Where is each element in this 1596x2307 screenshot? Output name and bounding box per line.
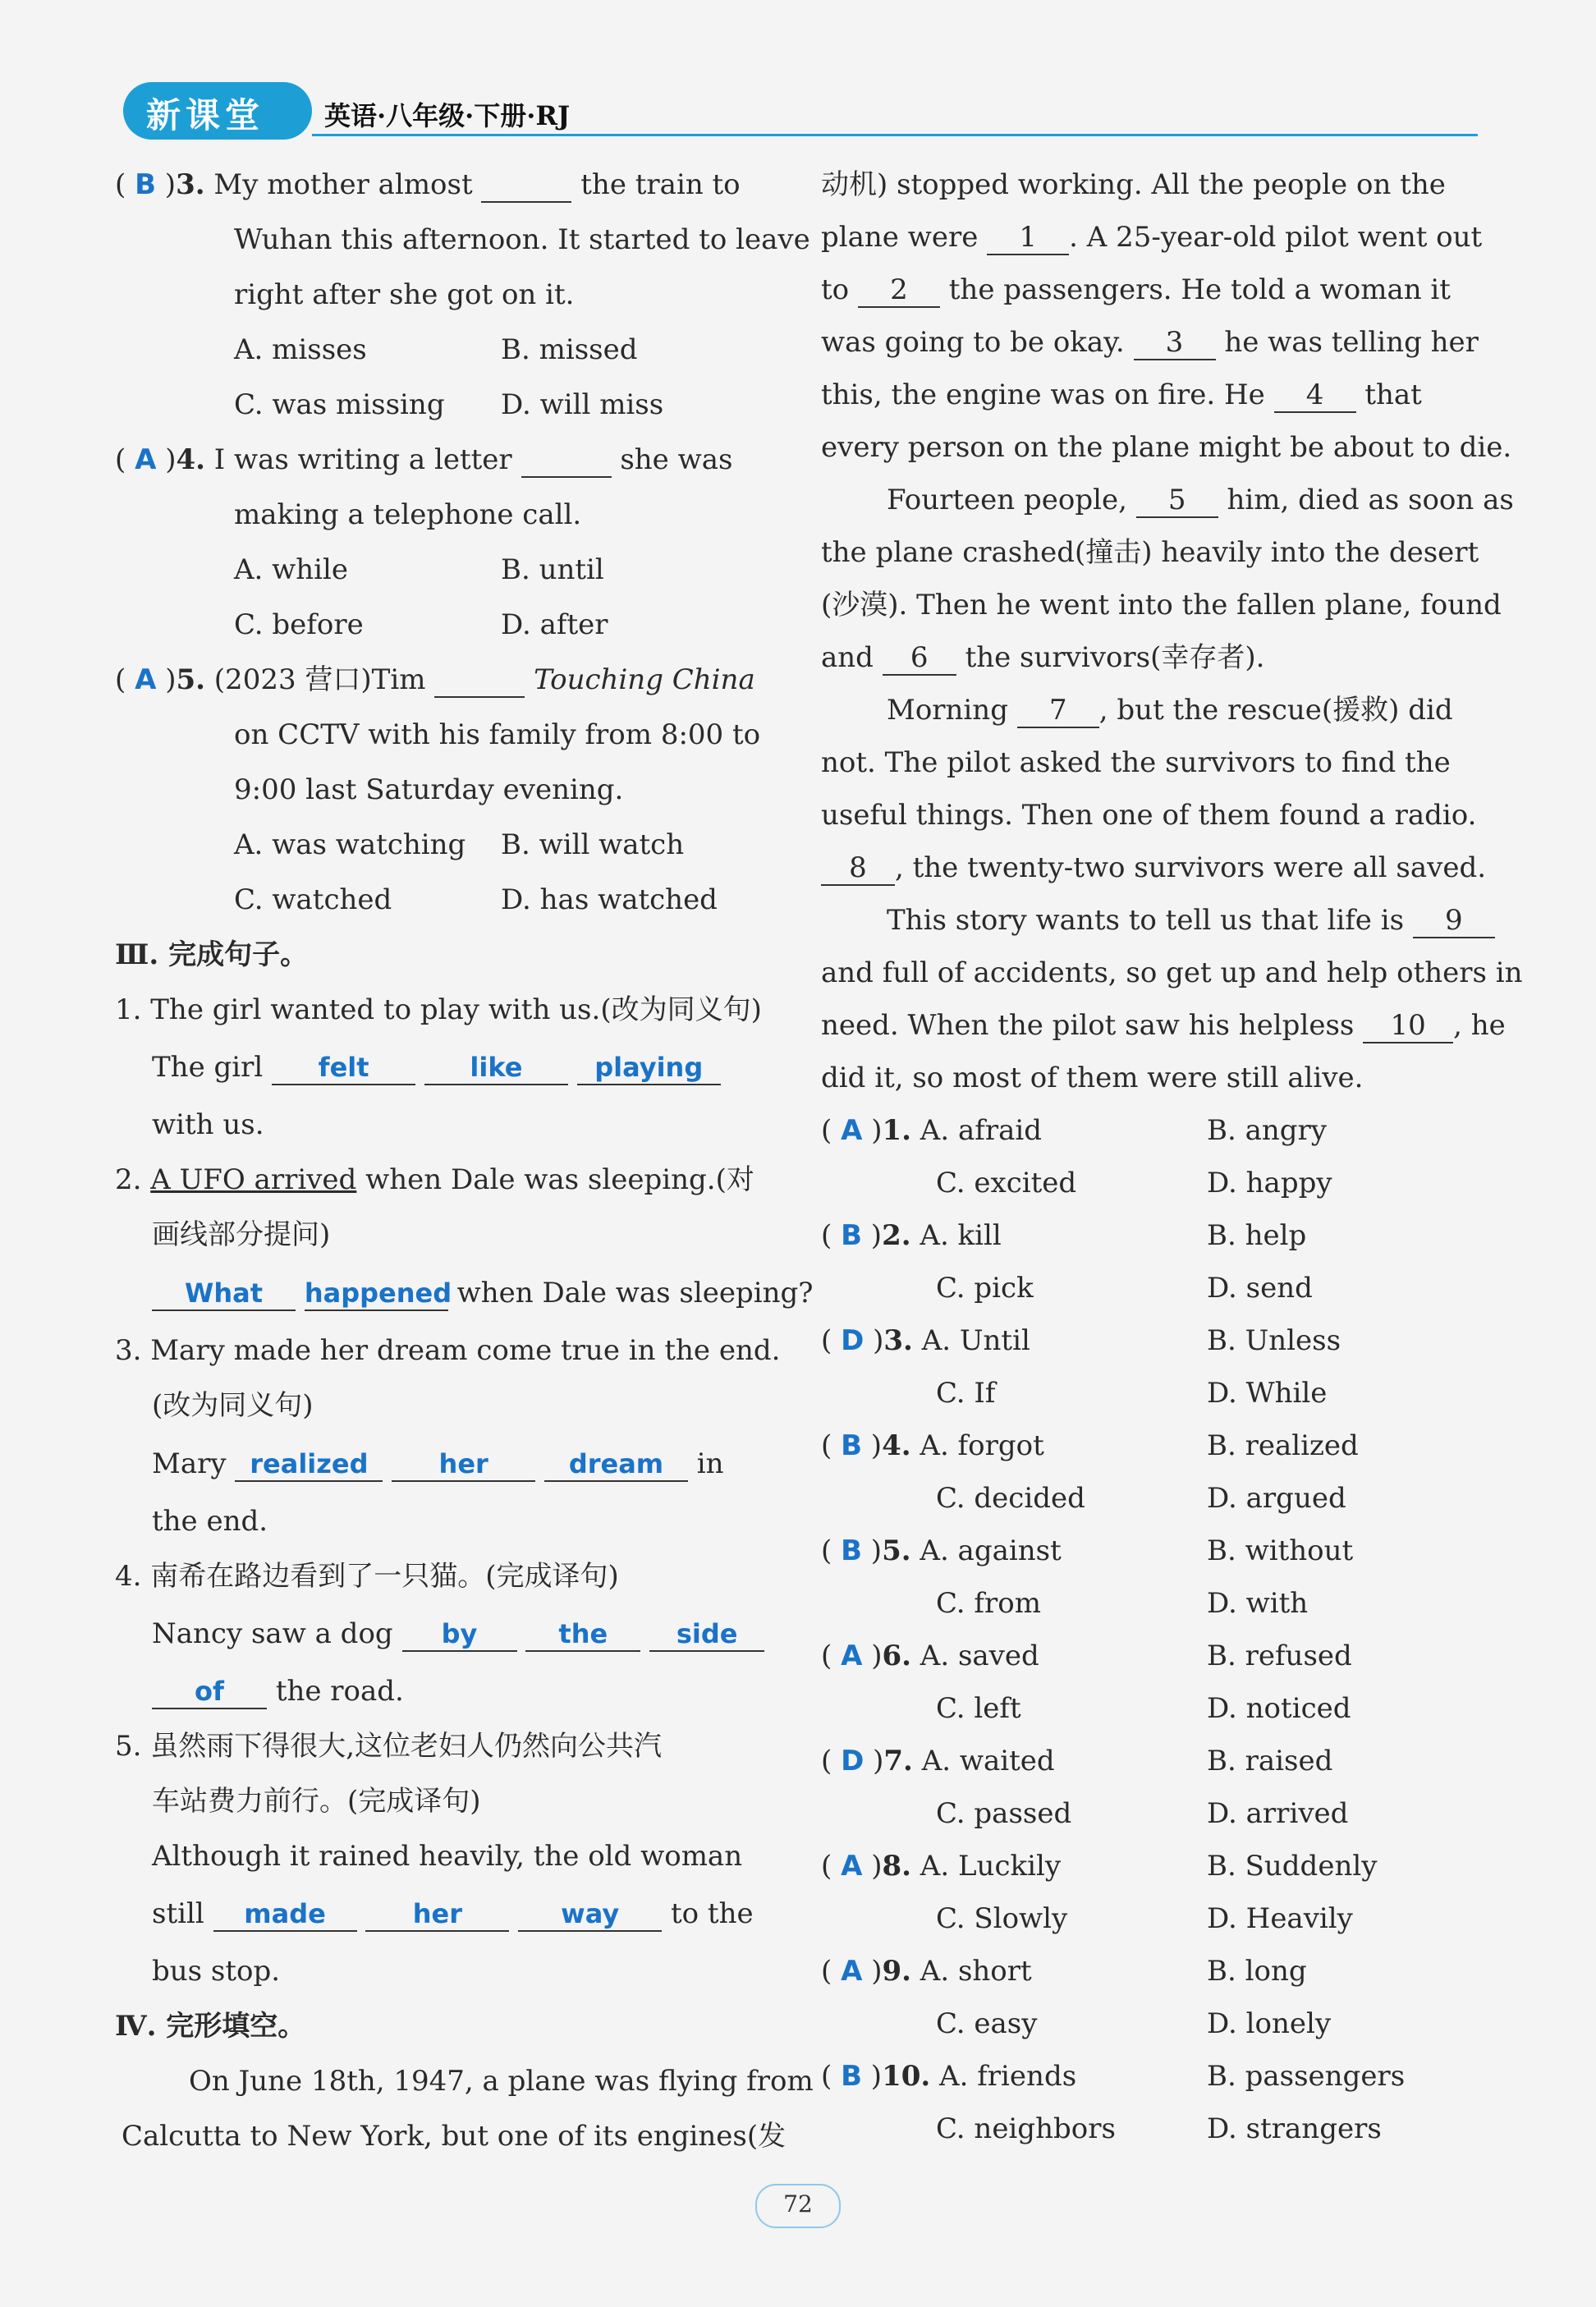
q3-option-b: B. missed (501, 333, 638, 366)
cloze-q-option-a: ( A )6. A. saved (821, 1640, 1039, 1672)
passage-line: Morning 7 , but the rescue(援救) did (887, 694, 1453, 727)
s2-prompt-1: 2. A UFO arrived when Dale was sleeping.(对 (115, 1163, 754, 1196)
q4-option-d: D. after (501, 608, 608, 641)
cloze-q-option-d: D. lonely (1207, 2007, 1332, 2040)
passage-line: (沙漠). Then he went into the fallen plane, found (821, 589, 1502, 621)
q4-line1: ( A )4. I was writing a letter she was (115, 443, 733, 476)
cloze-q-option-a: ( D )7. A. waited (821, 1745, 1055, 1777)
cloze-q-option-d: D. arrived (1207, 1797, 1349, 1830)
passage-line: this, the engine was on fire. He 4 that (821, 378, 1422, 411)
cloze-q-option-d: D. Heavily (1207, 1902, 1353, 1935)
passage-line: every person on the plane might be about to die. (821, 431, 1512, 464)
cloze-q-option-b: B. help (1207, 1219, 1307, 1252)
passage-line: This story wants to tell us that life is 9 (887, 904, 1495, 938)
q3-line3: right after she got on it. (234, 278, 575, 311)
cloze-q-option-c: C. left (936, 1692, 1021, 1725)
cloze-q-option-a: ( A )8. A. Luckily (821, 1850, 1062, 1883)
q3-option-d: D. will miss (501, 388, 664, 421)
cloze-q-option-a: ( A )9. A. short (821, 1955, 1032, 1988)
cloze-q-option-b: B. passengers (1207, 2060, 1406, 2093)
header-divider (312, 134, 1478, 136)
passage-line: to 2 the passengers. He told a woman it (821, 273, 1451, 306)
cloze-q-option-a: ( B )2. A. kill (821, 1219, 1002, 1252)
passage-line: Fourteen people, 5 him, died as soon as (887, 484, 1514, 516)
cloze-q-option-c: C. from (936, 1587, 1041, 1620)
cloze-q-option-c: C. pick (936, 1272, 1034, 1305)
cloze-q-option-c: C. If (936, 1377, 996, 1410)
passage-line: and full of accidents, so get up and help others in (821, 956, 1523, 989)
cloze-q-option-d: D. happy (1207, 1167, 1332, 1199)
s3-prompt-1: 3. Mary made her dream come true in the end. (115, 1334, 781, 1367)
s3-prompt-2: (改为同义句) (152, 1389, 314, 1422)
s1-tail: with us. (152, 1108, 264, 1141)
cloze-q-option-c: C. neighbors (936, 2112, 1116, 2145)
s5-prompt-3: Although it rained heavily, the old woman (152, 1840, 743, 1873)
q5-line3: 9:00 last Saturday evening. (234, 773, 624, 806)
q5-option-b: B. will watch (501, 828, 685, 861)
cloze-q-option-a: ( B )4. A. forgot (821, 1429, 1044, 1462)
s4-answer-line: Nancy saw a dog by the side (152, 1617, 764, 1652)
passage-line: 动机) stopped working. All the people on the (821, 168, 1446, 201)
passage-line: 8 , the twenty-two survivors were all saved. (821, 851, 1486, 886)
s4-answer-line-2: of the road. (152, 1675, 404, 1709)
s1-answer-line: The girl felt like playing (152, 1051, 721, 1085)
cloze-q-option-a: ( D )3. A. Until (821, 1324, 1030, 1357)
cloze-q-option-b: B. refused (1207, 1640, 1352, 1672)
cloze-q-option-c: C. decided (936, 1482, 1085, 1515)
passage-line: did it, so most of them were still alive. (821, 1062, 1364, 1094)
q5-option-a: A. was watching (234, 828, 466, 861)
cloze-q-option-b: B. Unless (1207, 1324, 1341, 1357)
cloze-q-option-d: D. with (1207, 1587, 1309, 1620)
cloze-q-option-d: D. noticed (1207, 1692, 1351, 1725)
s2-prompt-2: 画线部分提问) (152, 1218, 331, 1251)
page-number: 72 (755, 2184, 841, 2228)
s5-prompt-1: 5. 虽然雨下得很大,这位老妇人仍然向公共汽 (115, 1730, 663, 1763)
q3-option-c: C. was missing (234, 388, 445, 421)
q5-line2: on CCTV with his family from 8:00 to (234, 718, 761, 751)
cloze-q-option-c: C. easy (936, 2007, 1038, 2040)
cloze-q-option-a: ( B )10. A. friends (821, 2060, 1077, 2093)
header (123, 82, 1478, 140)
s1-prompt: 1. The girl wanted to play with us.(改为同义句) (115, 993, 762, 1026)
q5-line1: ( A )5. (2023 营口)Tim Touching China (115, 663, 755, 696)
q5-option-c: C. watched (234, 883, 392, 916)
q4-option-a: A. while (234, 553, 349, 586)
passage-line: and 6 the survivors(幸存者). (821, 641, 1265, 674)
cloze-q-option-c: C. excited (936, 1167, 1077, 1199)
cloze-q-option-b: B. raised (1207, 1745, 1333, 1777)
cloze-q-option-d: D. strangers (1207, 2112, 1382, 2145)
s5-tail: bus stop. (152, 1955, 281, 1988)
cloze-q-option-b: B. angry (1207, 1114, 1327, 1147)
s5-answer-line: still made her way to the (152, 1897, 754, 1930)
passage-line: need. When the pilot saw his helpless 10 , he (821, 1009, 1506, 1042)
cloze-q-option-d: D. send (1207, 1272, 1313, 1305)
s5-prompt-2: 车站费力前行。(完成译句) (152, 1785, 481, 1818)
s3-tail: the end. (152, 1505, 268, 1538)
s3-answer-line: Mary realized her dream in (152, 1447, 724, 1480)
cloze-q-option-a: ( A )1. A. afraid (821, 1114, 1042, 1147)
logo-text: 新课堂 (146, 95, 265, 135)
q3-line1: ( B )3. My mother almost the train to (115, 168, 741, 201)
cloze-q-option-d: D. argued (1207, 1482, 1346, 1515)
book-title: 英语·八年级·下册·RJ (324, 100, 571, 131)
logo (123, 82, 312, 140)
passage-line-1: On June 18th, 1947, a plane was flying from (189, 2065, 814, 2098)
q5-option-d: D. has watched (501, 883, 718, 916)
s2-answer-line: What happened when Dale was sleeping? (152, 1277, 814, 1311)
q3-line2: Wuhan this afternoon. It started to leave (234, 223, 810, 256)
passage-line: not. The pilot asked the survivors to find the (821, 746, 1451, 779)
cloze-q-option-b: B. Suddenly (1207, 1850, 1378, 1883)
passage-line: the plane crashed(撞击) heavily into the desert (821, 536, 1479, 569)
s4-prompt: 4. 南希在路边看到了一只猫。(完成译句) (115, 1560, 619, 1593)
section-3-title: Ⅲ. 完成句子。 (115, 938, 309, 971)
passage-line: plane were 1 . A 25-year-old pilot went out (821, 221, 1483, 254)
cloze-q-option-c: C. Slowly (936, 1902, 1068, 1935)
q4-option-b: B. until (501, 553, 604, 586)
cloze-q-option-a: ( B )5. A. against (821, 1534, 1062, 1567)
cloze-q-option-b: B. without (1207, 1534, 1354, 1567)
q4-line2: making a telephone call. (234, 498, 582, 531)
cloze-q-option-c: C. passed (936, 1797, 1072, 1830)
passage-line: useful things. Then one of them found a radio. (821, 799, 1477, 832)
q4-option-c: C. before (234, 608, 364, 641)
q3-option-a: A. misses (234, 333, 367, 366)
cloze-q-option-b: B. realized (1207, 1429, 1359, 1462)
passage-line: was going to be okay. 3 he was telling her (821, 326, 1479, 359)
cloze-q-option-b: B. long (1207, 1955, 1307, 1988)
cloze-q-option-d: D. While (1207, 1377, 1328, 1410)
passage-line-2: Calcutta to New York, but one of its engines(发 (122, 2120, 787, 2153)
section-4-title: Ⅳ. 完形填空。 (115, 2010, 306, 2043)
